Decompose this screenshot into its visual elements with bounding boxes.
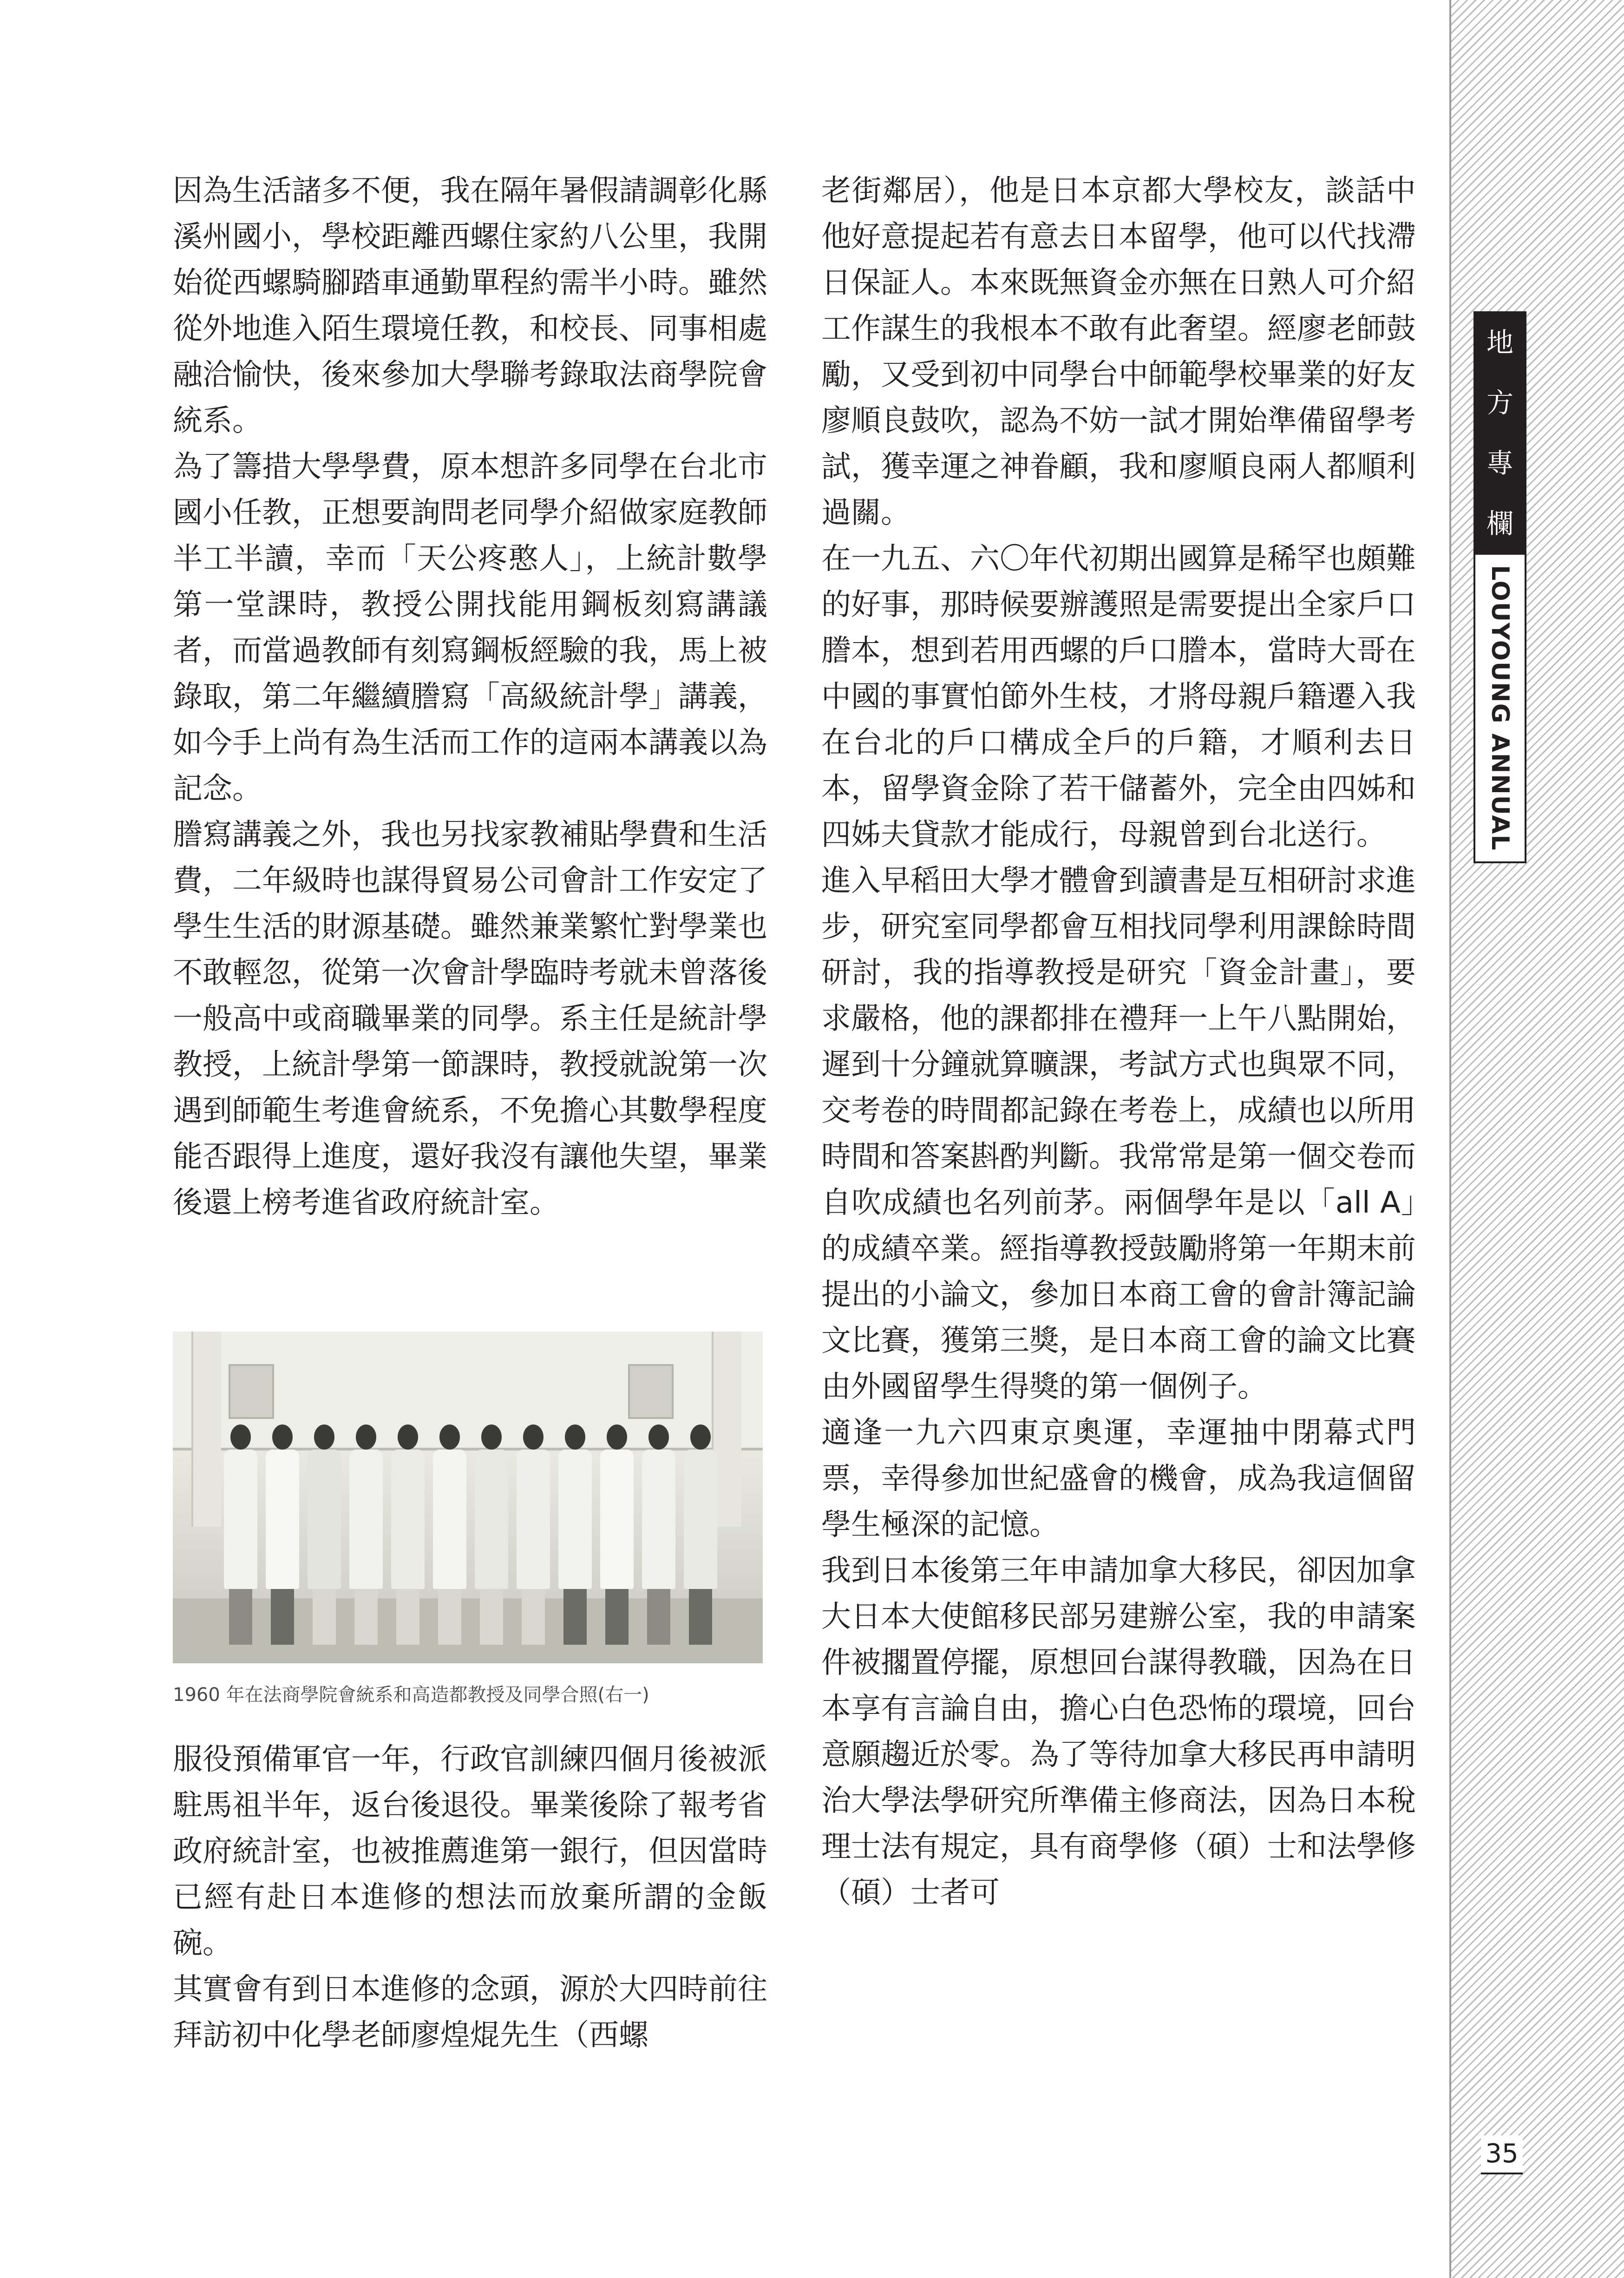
group-photo (173, 1332, 763, 1663)
article-column-left (173, 168, 767, 1226)
photo-window (628, 1364, 674, 1419)
paragraph: 進入早稻田大學才體會到讀書是互相研討求進步，研究室同學都會互相找同學利用課餘時間研討，我的指導教授是研究「資金計畫」，要求嚴格，他的課都排在禮拜一上午八點開始，遲到十分鐘就算曠課，考試方式也與眾不同，交考卷的時間都記錄在考卷上，成績也以所用時間和答案斟酌判斷。我常常是第一個交卷而自吹成績也名列前茅。兩個學年是以「all A」的成績卒業。經指導教授鼓勵將第一年期末前提出的小論文，參加日本商工會的會計簿記論文比賽，獲第三獎，是日本商工會的論文比賽由外國留學生得獎的第一個例子。 (821, 864, 1416, 1404)
paragraph: 適逢一九六四東京奧運，幸運抽中閉幕式門票，幸得參加世紀盛會的機會，成為我這個留學生極深的記憶。 (821, 1416, 1416, 1542)
photo-person (558, 1425, 592, 1645)
section-tag-char: 欄 (1486, 508, 1513, 539)
photo-caption: 1960 年在法商學院會統系和高造都教授及同學合照(右一) (173, 1684, 649, 1706)
section-tag-char: 專 (1486, 447, 1513, 479)
photo-person (475, 1425, 508, 1645)
photo-person (433, 1425, 466, 1645)
article-column-left-bottom (173, 1737, 767, 2059)
photo-window (229, 1364, 274, 1419)
photo-person (684, 1425, 717, 1645)
photo-person (224, 1425, 257, 1645)
paragraph: 因為生活諸多不便，我在隔年暑假請調彰化縣溪州國小，學校距離西螺住家約八公里，我開始從西螺騎腳踏車通勤單程約需半小時。雖然從外地進入陌生環境任教，和校長、同事相處融洽愉快，後來參加大學聯考錄取法商學院會統系。 (173, 174, 767, 438)
section-tag-chinese (1475, 313, 1525, 555)
photo-person (642, 1425, 675, 1645)
section-tag-char: 地 (1486, 327, 1513, 358)
paragraph: 我到日本後第三年申請加拿大移民，卻因加拿大日本大使館移民部另建辦公室，我的申請案件被擱置停擺，原想回台謀得教職，因為在日本享有言論自由，擔心白色恐怖的環境，回台意願趨近於零。為了等待加拿大移民再申請明治大學法學研究所準備主修商法，因為日本稅理士法有規定，具有商學修（碩）士和法學修（碩）士者可 (821, 1554, 1416, 1910)
photo-pillar (191, 1332, 221, 1527)
photo-person (349, 1425, 383, 1645)
paragraph: 服役預備軍官一年，行政官訓練四個月後被派駐馬祖半年，返台後退役。畢業後除了報考省政府統計室，也被推薦進第一銀行，但因當時已經有赴日本進修的想法而放棄所謂的金飯碗。 (173, 1742, 767, 1961)
paragraph: 謄寫講義之外，我也另找家教補貼學費和生活費，二年級時也謀得貿易公司會計工作安定了學生生活的財源基礎。雖然兼業繁忙對學業也不敢輕忽，從第一次會計學臨時考就未曾落後一般高中或商職畢業的同學。系主任是統計學教授，上統計學第一節課時，教授就說第一次遇到師範生考進會統系，不免擔心其數學程度能否跟得上進度，還好我沒有讓他失望，畢業後還上榜考進省政府統計室。 (173, 818, 767, 1220)
photo-person (308, 1425, 341, 1645)
article-column-right (821, 168, 1416, 1916)
paragraph: 在一九五、六〇年代初期出國算是稀罕也頗難的好事，那時候要辦護照是需要提出全家戶口謄本，想到若用西螺的戶口謄本，當時大哥在中國的事實怕節外生枝，才將母親戶籍遷入我在台北的戶口構成全戶的戶籍，才順利去日本，留學資金除了若干儲蓄外，完全由四姊和四姊夫貸款才能成行，母親曾到台北送行。 (821, 542, 1416, 852)
section-tag-english: LOUYOUNG ANNUAL (1486, 565, 1514, 851)
section-tag-char: 方 (1486, 387, 1513, 419)
photo-person (600, 1425, 634, 1645)
photo-person (391, 1425, 425, 1645)
page-number: 35 (1481, 2135, 1523, 2174)
paragraph: 為了籌措大學學費，原本想許多同學在台北市國小任教，正想要詢問老同學介紹做家庭教師半工半讀，幸而「天公疼憨人」，上統計數學第一堂課時，教授公開找能用鋼板刻寫講議者，而當過教師有刻寫鋼板經驗的我，馬上被錄取，第二年繼續謄寫「高級統計學」講義，如今手上尚有為生活而工作的這兩本講義以為記念。 (173, 450, 767, 806)
photo-person (266, 1425, 299, 1645)
paragraph: 其實會有到日本進修的念頭，源於大四時前往拜訪初中化學老師廖煌焜先生（西螺 (173, 1972, 767, 2053)
photo-person (517, 1425, 550, 1645)
section-tag (1473, 311, 1526, 863)
section-tag-english-box (1475, 555, 1525, 861)
paragraph: 老街鄰居），他是日本京都大學校友，談話中他好意提起若有意去日本留學，他可以代找滯日保証人。本來既無資金亦無在日熟人可介紹工作謀生的我根本不敢有此奢望。經廖老師鼓勵，又受到初中同學台中師範學校畢業的好友廖順良鼓吹，認為不妨一試才開始準備留學考試，獲幸運之神眷顧，我和廖順良兩人都順利過關。 (821, 174, 1416, 530)
